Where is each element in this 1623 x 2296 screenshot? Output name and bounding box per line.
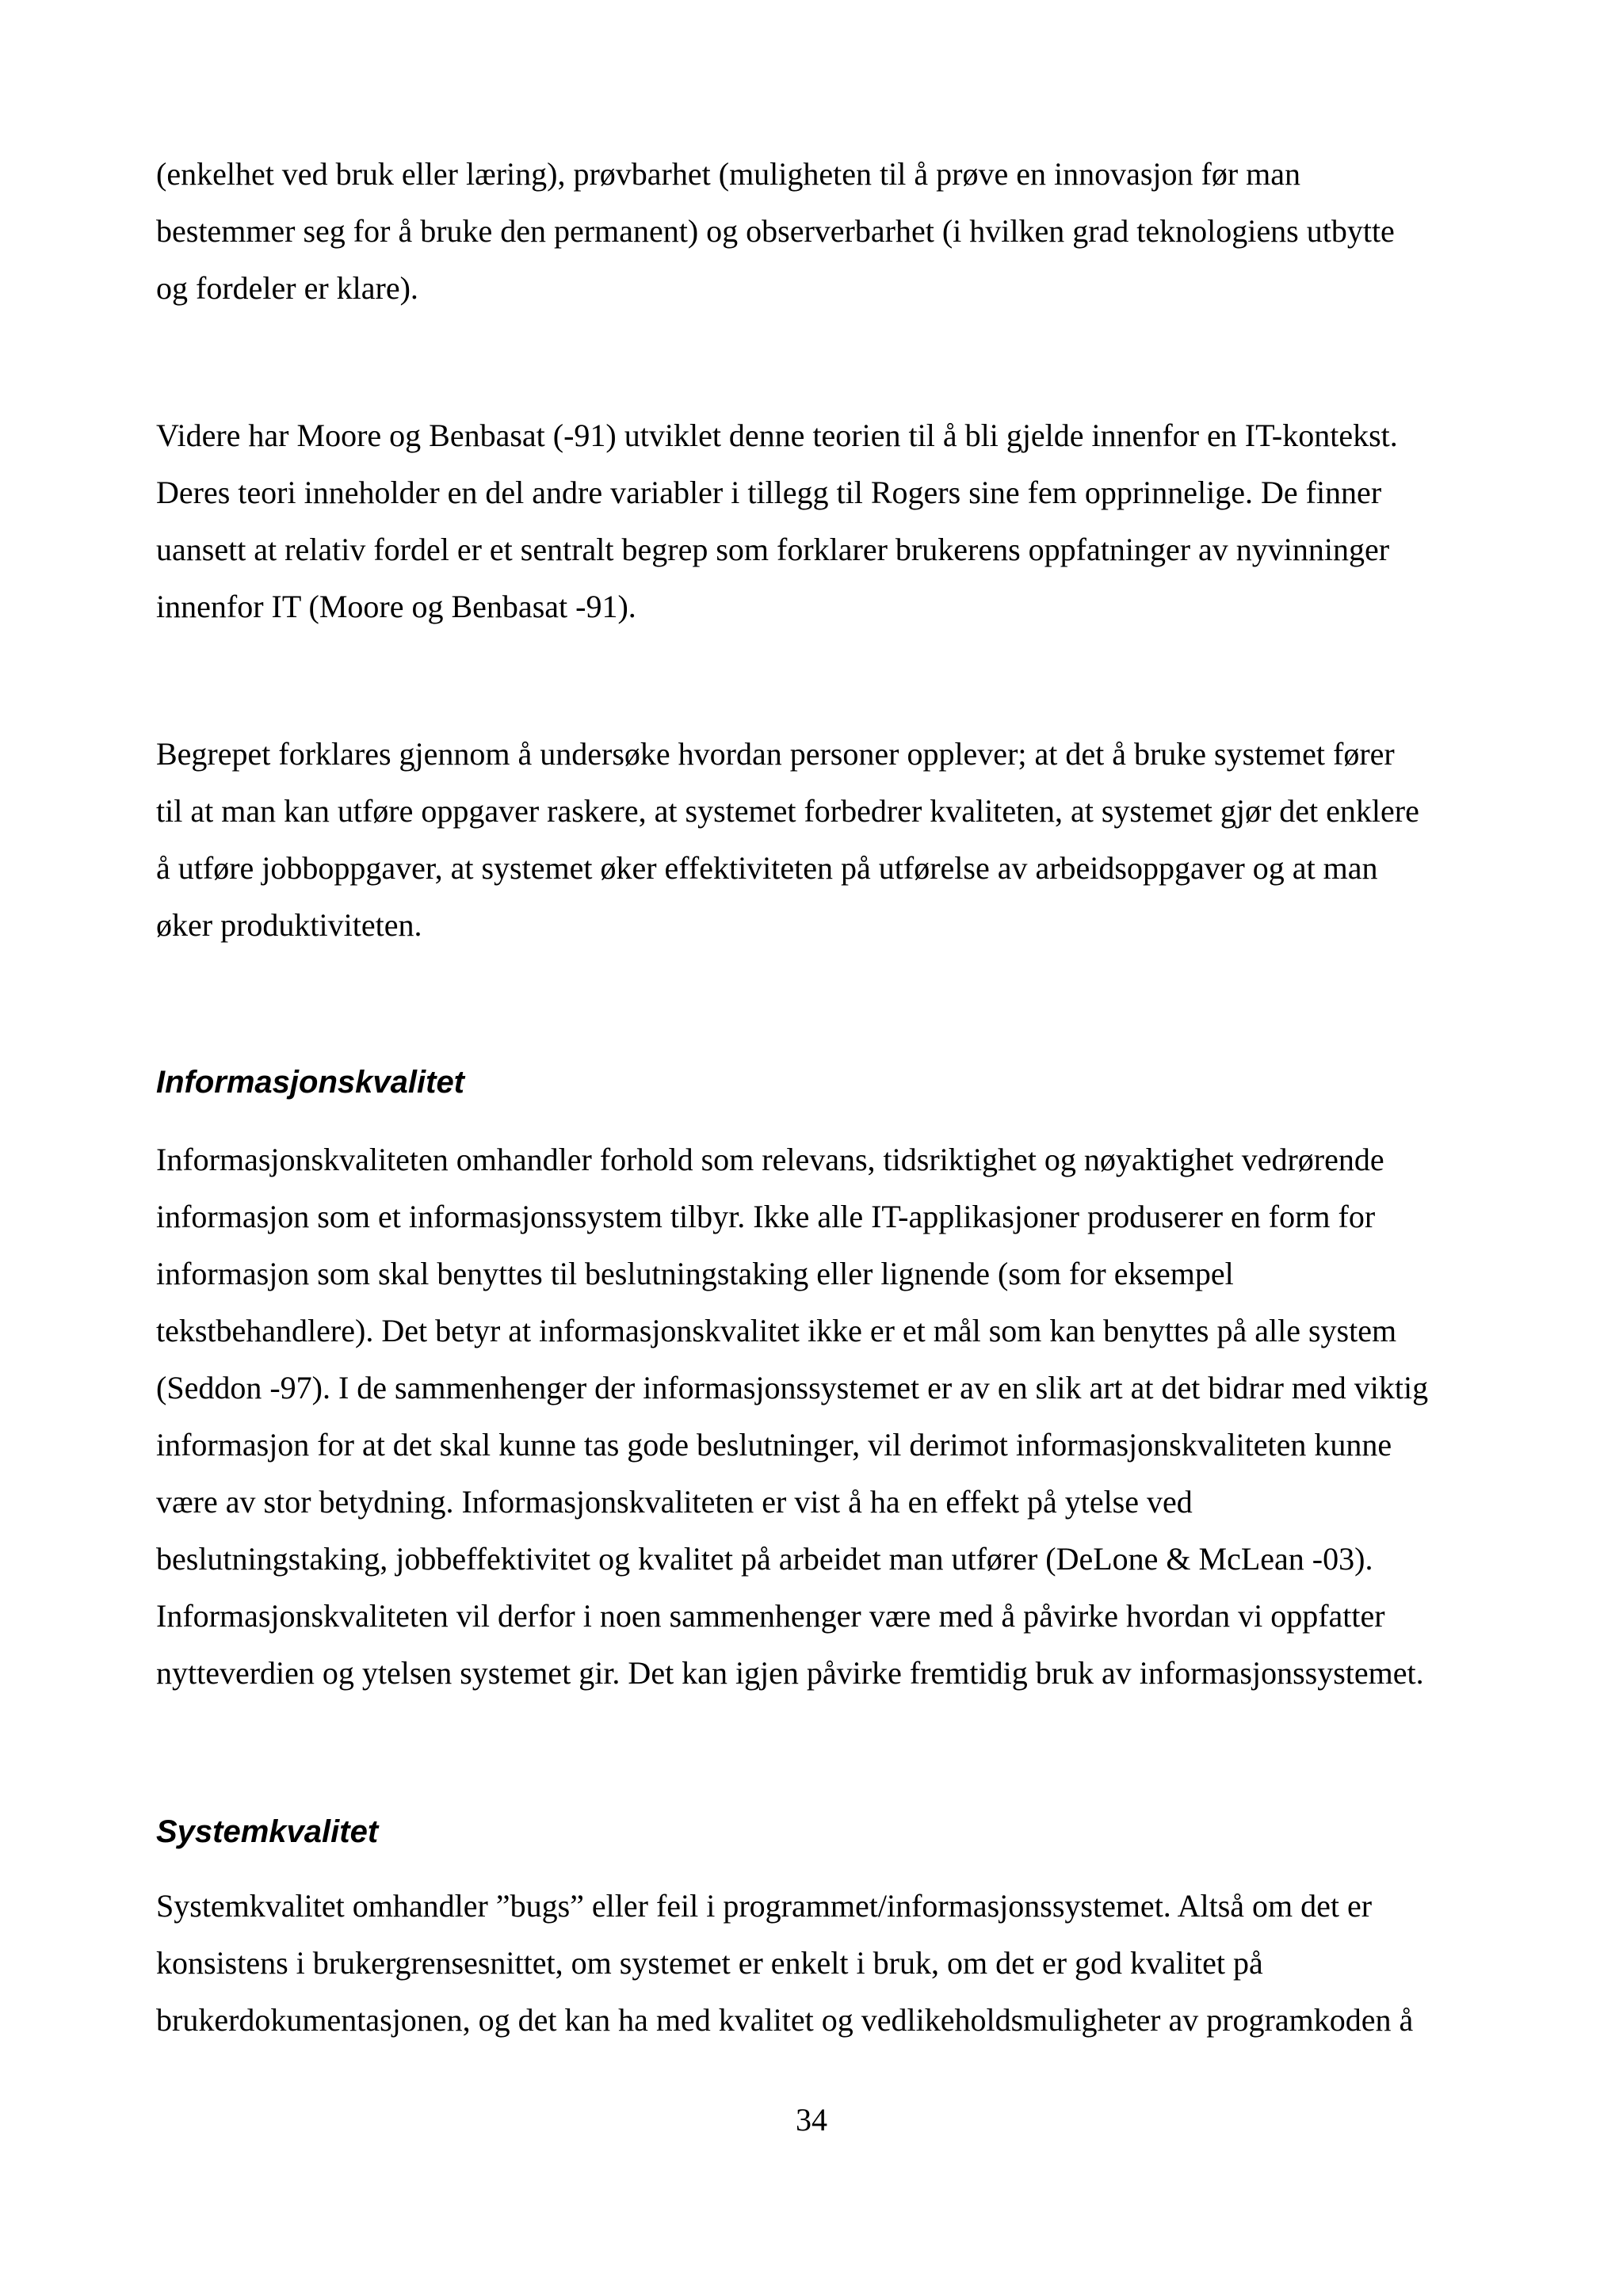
- section-1-line-9: Informasjonskvaliteten vil derfor i noen sammenhenger være med å påvirke hvordan vi oppfatter: [156, 1598, 1385, 1634]
- paragraph-2-line-4: innenfor IT (Moore og Benbasat -91).: [156, 589, 636, 624]
- section-1-line-7: være av stor betydning. Informasjonskvaliteten er vist å ha en effekt på ytelse ved: [156, 1484, 1193, 1520]
- section-2-line-2: konsistens i brukergrensesnittet, om systemet er enkelt i bruk, om det er god kvalitet på: [156, 1945, 1263, 1981]
- paragraph-1-line-3: og fordeler er klare).: [156, 270, 418, 306]
- paragraph-3-line-4: øker produktiviteten.: [156, 907, 422, 943]
- section-1-line-3: informasjon som skal benyttes til beslutningstaking eller lignende (som for eksempel: [156, 1256, 1234, 1291]
- paragraph-3-line-2: til at man kan utføre oppgaver raskere, at systemet forbedrer kvaliteten, at systemet gjør det enklere: [156, 793, 1419, 829]
- section-1-line-8: beslutningstaking, jobbeffektivitet og kvalitet på arbeidet man utfører (DeLone & McLean -03).: [156, 1541, 1373, 1577]
- paragraph-2-line-3: uansett at relativ fordel er et sentralt begrep som forklarer brukerens oppfatninger av nyvinninger: [156, 532, 1390, 567]
- section-heading-systemkvalitet: Systemkvalitet: [156, 1814, 379, 1849]
- section-1-line-2: informasjon som et informasjonssystem tilbyr. Ikke alle IT-applikasjoner produserer en form for: [156, 1199, 1376, 1234]
- section-2-line-1: Systemkvalitet omhandler ”bugs” eller feil i programmet/informasjonssystemet. Altså om det er: [156, 1888, 1373, 1924]
- paragraph-2-line-2: Deres teori inneholder en del andre variabler i tillegg til Rogers sine fem opprinnelige. De finner: [156, 475, 1382, 510]
- paragraph-1-line-2: bestemmer seg for å bruke den permanent) og observerbarhet (i hvilken grad teknologiens utbytte: [156, 213, 1395, 249]
- section-2-line-3: brukerdokumentasjonen, og det kan ha med kvalitet og vedlikeholdsmuligheter av programkoden å: [156, 2002, 1414, 2038]
- paragraph-2-line-1: Videre har Moore og Benbasat (-91) utviklet denne teorien til å bli gjelde innenfor en IT-kontekst.: [156, 418, 1398, 453]
- section-1-line-4: tekstbehandlere). Det betyr at informasjonskvalitet ikke er et mål som kan benyttes på alle system: [156, 1313, 1397, 1348]
- section-heading-informasjonskvalitet: Informasjonskvalitet: [156, 1065, 465, 1100]
- section-1-line-1: Informasjonskvaliteten omhandler forhold som relevans, tidsriktighet og nøyaktighet vedrørende: [156, 1142, 1384, 1177]
- paragraph-1-line-1: (enkelhet ved bruk eller læring), prøvbarhet (muligheten til å prøve en innovasjon før man: [156, 156, 1301, 192]
- page-number: 34: [796, 2102, 827, 2138]
- section-1-line-10: nytteverdien og ytelsen systemet gir. Det kan igjen påvirke fremtidig bruk av informasjonssystemet.: [156, 1655, 1424, 1691]
- paragraph-3-line-3: å utføre jobboppgaver, at systemet øker effektiviteten på utførelse av arbeidsoppgaver og at man: [156, 850, 1378, 886]
- paragraph-3-line-1: Begrepet forklares gjennom å undersøke hvordan personer opplever; at det å bruke systemet fører: [156, 736, 1395, 772]
- section-1-line-6: informasjon for at det skal kunne tas gode beslutninger, vil derimot informasjonskvaliteten kunne: [156, 1427, 1392, 1463]
- section-1-line-5: (Seddon -97). I de sammenhenger der informasjonssystemet er av en slik art at det bidrar med viktig: [156, 1370, 1429, 1405]
